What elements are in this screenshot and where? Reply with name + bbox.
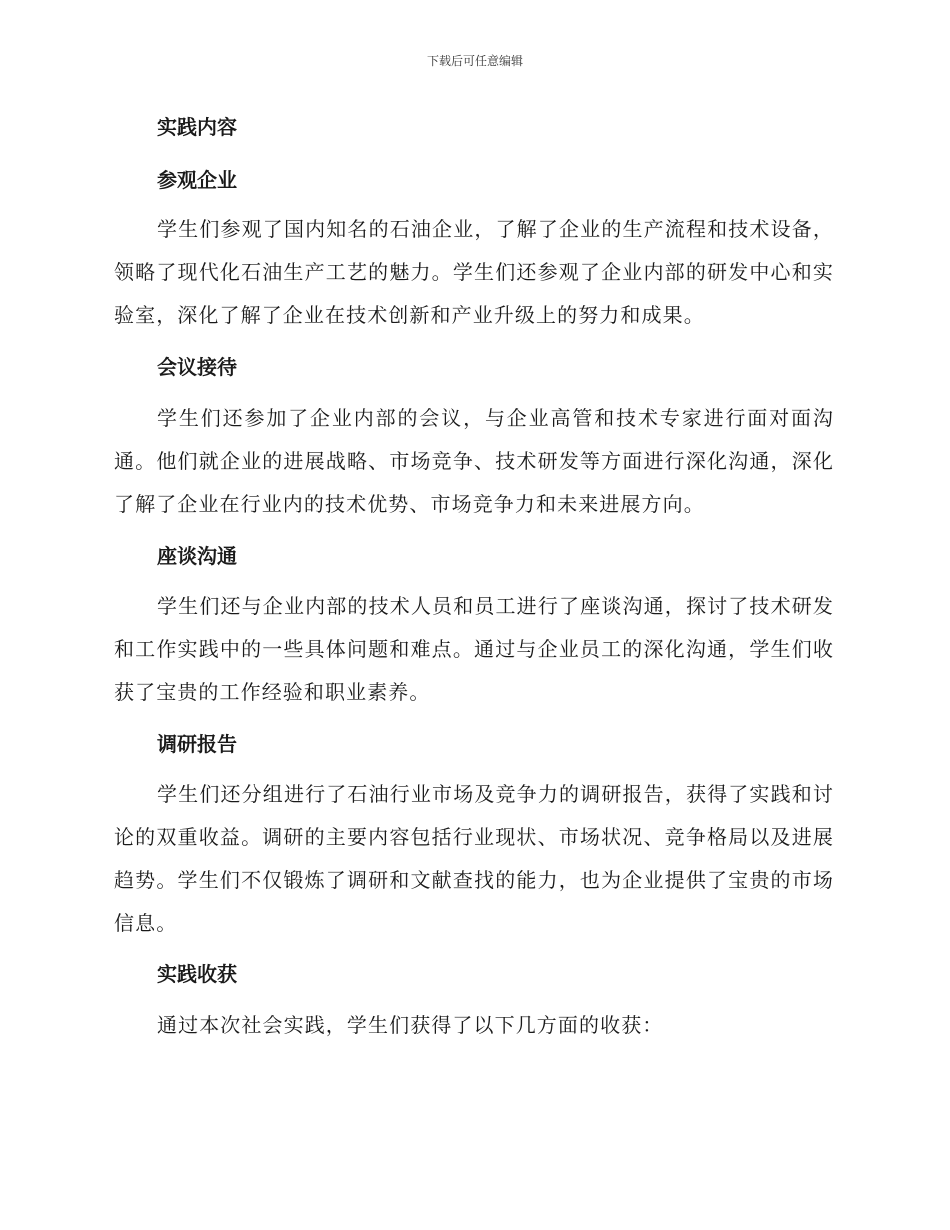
section-paragraph-gains: 通过本次社会实践，学生们获得了以下几方面的收获： xyxy=(157,1013,664,1037)
section-heading-discussion: 座谈沟通 xyxy=(157,544,237,568)
section-paragraph-meeting: 学生们还参加了企业内部的会议，与企业高管和技术专家进行面对面沟通。他们就企业的进展战略、市场竞争、技术研发等方面进行深化沟通，深化了解了企业在行业内的技术优势、市场竞争力和未来进展方向。 xyxy=(114,406,834,516)
section-heading-research: 调研报告 xyxy=(157,732,237,756)
page-header-note: 下载后可任意编辑 xyxy=(426,54,523,68)
section-heading-visit: 参观企业 xyxy=(157,168,237,192)
section-paragraph-discussion: 学生们还与企业内部的技术人员和员工进行了座谈沟通，探讨了技术研发和工作实践中的一些具体问题和难点。通过与企业员工的深化沟通，学生们收获了宝贵的工作经验和职业素养。 xyxy=(114,594,834,704)
section-heading-meeting: 会议接待 xyxy=(157,355,237,379)
document-title: 实践内容 xyxy=(157,115,237,139)
section-heading-gains: 实践收获 xyxy=(157,962,237,986)
section-paragraph-research: 学生们还分组进行了石油行业市场及竞争力的调研报告，获得了实践和讨论的双重收益。调研的主要内容包括行业现状、市场状况、竞争格局以及进展趋势。学生们不仅锻炼了调研和文献查找的能力，也为企业提供了宝贵的市场信息。 xyxy=(114,782,834,935)
section-paragraph-visit: 学生们参观了国内知名的石油企业，了解了企业的生产流程和技术设备，领略了现代化石油生产工艺的魅力。学生们还参观了企业内部的研发中心和实验室，深化了解了企业在技术创新和产业升级上的努力和成果。 xyxy=(114,217,834,327)
